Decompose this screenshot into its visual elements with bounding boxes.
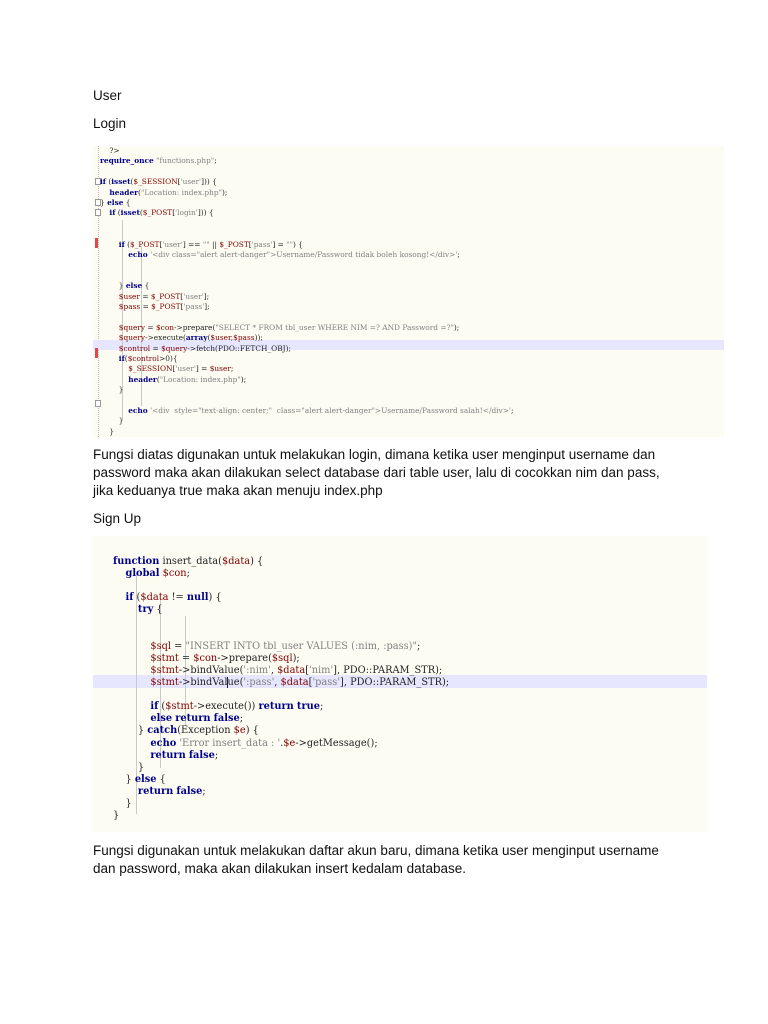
code-line: $sql = "INSERT INTO tbl_user VALUES (:nim, :pass)"; xyxy=(150,640,421,652)
code-line: } xyxy=(113,810,120,822)
code-line: else return false; xyxy=(150,713,244,725)
code-line: } else { xyxy=(113,773,166,785)
code-line: if (isset($_SESSION['user'])) { xyxy=(100,177,217,187)
change-marker-icon xyxy=(95,238,98,248)
code-line: echo '<div class="alert alert-danger">Username/Password tidak boleh kosong!</div>'; xyxy=(128,250,460,259)
code-line: $control = $query->fetch(PDO::FETCH_OBJ); xyxy=(118,343,291,353)
code-line: $_SESSION['user'] = $user; xyxy=(128,364,234,374)
code-line: $stmt->bindValue(':nim', $data['nim'], PDO::PARAM_STR); xyxy=(150,664,443,676)
code-line: $pass = $_POST['pass']; xyxy=(118,302,210,311)
code-line: } xyxy=(100,426,115,436)
code-line: header("Location: index.php"); xyxy=(128,374,247,384)
login-description: Fungsi diatas digunakan untuk melakukan login, dimana ketika user menginput username dan password maka akan dilakukan select database dari table user, lalu di cocokkan nim dan pass, jika keduanya true maka akan menuju index.php xyxy=(93,447,660,498)
code-line: } catch(Exception $e) { xyxy=(113,725,259,737)
code-line: $query = $con->prepare("SELECT * FROM tbl_user WHERE NIM =? AND Password =?"); xyxy=(118,322,460,332)
code-line: if($control>0){ xyxy=(118,354,178,363)
code-line: $user = $_POST['user']; xyxy=(118,291,210,301)
code-line: try { xyxy=(137,604,163,616)
login-code-screenshot xyxy=(93,146,724,437)
code-line: global $con; xyxy=(125,568,190,580)
code-line: function insert_data($data) { xyxy=(113,556,264,567)
code-line: $query->execute(array($user,$pass)); xyxy=(118,333,263,343)
code-line: ?> xyxy=(100,146,120,155)
signup-code-screenshot xyxy=(93,536,707,832)
code-line: $stmt->bindValue(':pass', $data['pass'], PDO::PARAM_STR); xyxy=(150,677,450,688)
code-line: return false; xyxy=(137,785,206,797)
code-line: echo '<div style="text-align: center;" class="alert alert-danger">Username/Password salah!</div>'; xyxy=(128,406,514,415)
code-line: } xyxy=(100,416,124,426)
code-line: } xyxy=(113,761,145,773)
code-line: return false; xyxy=(150,749,219,761)
heading-login: Login xyxy=(93,116,127,131)
code-line: header("Location: index.php"); xyxy=(109,187,228,197)
signup-description: Fungsi digunakan untuk melakukan daftar akun baru, dimana ketika user menginput username dan password, maka akan dilakukan insert kedalam database. xyxy=(93,843,659,876)
code-line: } else { xyxy=(100,281,150,291)
code-line: require_once "functions.php"; xyxy=(100,156,217,166)
code-line: if (isset($_POST['login'])) { xyxy=(109,208,214,218)
code-line: echo 'Error insert_data : '.$e->getMessage(); xyxy=(150,737,378,749)
heading-user: User xyxy=(93,88,122,103)
change-marker-icon xyxy=(95,348,98,358)
code-line: $stmt = $con->prepare($sql); xyxy=(150,652,300,664)
code-line: if ($_POST['user'] == "" || $_POST['pass'] = "") { xyxy=(118,239,303,249)
heading-signup: Sign Up xyxy=(93,511,142,526)
code-line: } xyxy=(100,385,124,395)
code-line: } else { xyxy=(100,198,131,207)
code-line: } xyxy=(113,798,132,809)
editor-gutter xyxy=(98,146,99,437)
code-line: if ($data != null) { xyxy=(125,592,222,604)
code-line: if ($stmt->execute()) return true; xyxy=(150,701,324,713)
